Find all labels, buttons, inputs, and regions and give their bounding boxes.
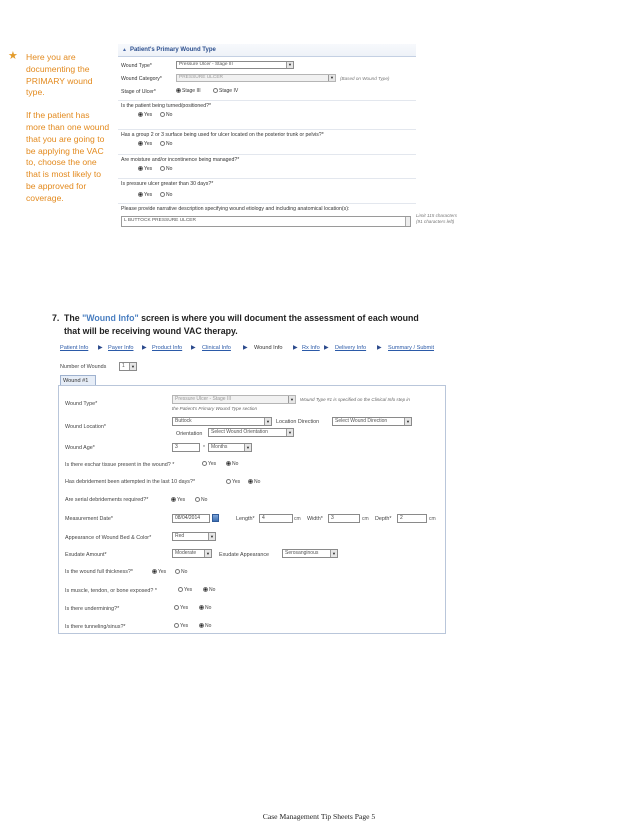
based-on-note: (Based on Wound Type) [340, 76, 390, 81]
arrow-right-icon: ▶ [98, 345, 103, 351]
side-note-paragraph-1: Here you are documenting the PRIMARY wound type. [26, 52, 93, 98]
characters-left-note: (91 characters left) [416, 219, 455, 224]
width-input[interactable]: 3 [328, 514, 360, 523]
chevron-down-icon: ▼ [286, 429, 293, 436]
wound-type-hint-line-2: the Patient's Primary Wound Type section [172, 406, 258, 411]
moisture-no-radio[interactable]: No [160, 166, 172, 172]
serial-question-label: Are serial debridements required?* [65, 497, 149, 503]
eschar-yes-radio[interactable]: Yes [202, 461, 216, 467]
wound-type-select[interactable]: Pressure Ulcer - Stage III ▼ [172, 395, 296, 404]
wound-bed-color-label: Appearance of Wound Bed & Color* [65, 535, 152, 541]
chevron-down-icon: ▼ [129, 363, 136, 370]
turned-yes-radio[interactable]: Yes [138, 112, 152, 118]
thirty-days-yes-radio[interactable]: Yes [138, 192, 152, 198]
number-of-wounds-label: Number of Wounds [60, 364, 107, 370]
wound-location-select[interactable]: Buttock ▼ [172, 417, 272, 426]
star-icon: ★ [8, 50, 18, 62]
chevron-down-icon: ▼ [208, 533, 215, 540]
exposed-yes-radio[interactable]: Yes [178, 587, 192, 593]
debridement-no-radio[interactable]: No [248, 479, 260, 485]
tunneling-no-radio[interactable]: No [199, 623, 211, 629]
full-thickness-yes-radio[interactable]: Yes [152, 569, 166, 575]
nav-product-info[interactable]: Product Info [152, 345, 183, 351]
required-marker: * [203, 445, 205, 451]
collapse-triangle-icon[interactable]: ▲ [122, 47, 127, 53]
width-unit: cm [362, 516, 369, 522]
arrow-right-icon: ▶ [377, 345, 382, 351]
wound-type-row [118, 61, 416, 71]
thirty-days-question-row [118, 178, 416, 200]
wound-age-unit-select[interactable]: Months ▼ [208, 443, 252, 452]
chevron-down-icon: ▼ [264, 418, 271, 425]
undermining-question-label: Is there undermining?* [65, 606, 120, 612]
chevron-down-icon: ▼ [328, 75, 335, 81]
tunneling-question-label: Is there tunneling/sinus?* [65, 624, 126, 630]
tunneling-yes-radio[interactable]: Yes [174, 623, 188, 629]
exposed-no-radio[interactable]: No [203, 587, 215, 593]
serial-no-radio[interactable]: No [195, 497, 207, 503]
wound-location-label: Wound Location* [65, 424, 106, 430]
depth-label: Depth* [375, 516, 392, 522]
surface-question-label: Has a group 2 or 3 surface being used for ulcer located on the posterior trunk or pelvis?* [121, 132, 324, 138]
nav-summary-submit[interactable]: Summary / Submit [388, 345, 435, 351]
step-number: 7. [52, 313, 60, 323]
side-note-paragraph-2: If the patient has more than one wound that you are going to be applying the VAC to, choose the one that is most likely to be approved for coverage. [26, 110, 110, 203]
narrative-row [118, 203, 458, 233]
debridement-yes-radio[interactable]: Yes [226, 479, 240, 485]
chevron-down-icon: ▼ [286, 62, 293, 68]
wound-1-fields [58, 340, 448, 640]
moisture-question-label: Are moisture and/or incontinence being managed?* [121, 157, 240, 163]
location-direction-select[interactable]: Select Wound Direction ▼ [332, 417, 412, 426]
turned-no-radio[interactable]: No [160, 112, 172, 118]
undermining-no-radio[interactable]: No [199, 605, 211, 611]
wound-type-label: Wound Type* [121, 63, 152, 69]
wound-age-label: Wound Age* [65, 445, 95, 451]
eschar-no-radio[interactable]: No [226, 461, 238, 467]
page-footer: Case Management Tip Sheets Page 5 [262, 812, 376, 821]
orientation-label: Orientation [176, 431, 203, 437]
stage-iii-radio[interactable]: Stage III [176, 88, 201, 94]
narrative-label: Please provide narrative description specifying wound etiology and including anatomical location(s): [121, 206, 350, 212]
chevron-down-icon: ▼ [204, 550, 211, 557]
wound-type-label: Wound Type* [65, 401, 98, 407]
wound-type-hint: Wound Type #1 is specified on the Clinical Info step in [300, 397, 410, 402]
nav-patient-info[interactable]: Patient Info [60, 345, 89, 351]
calendar-icon[interactable] [212, 514, 219, 522]
tab-wound-1[interactable]: Wound #1 [60, 375, 96, 386]
wound-bed-color-select[interactable]: Red ▼ [172, 532, 216, 541]
stage-iv-radio[interactable]: Stage IV [213, 88, 238, 94]
length-input[interactable]: 4 [259, 514, 293, 523]
moisture-question-row [118, 154, 416, 174]
exudate-amount-select[interactable]: Moderate ▼ [172, 549, 212, 558]
nav-clinical-info[interactable]: Clinical Info [202, 345, 231, 351]
chevron-down-icon: ▼ [244, 444, 251, 451]
chevron-down-icon: ▼ [288, 396, 295, 403]
surface-yes-radio[interactable]: Yes [138, 141, 152, 147]
wound-age-input[interactable]: 3 [172, 443, 200, 452]
exudate-amount-label: Exudate Amount* [65, 552, 107, 558]
wound-category-row [118, 74, 416, 84]
location-direction-label: Location Direction [276, 419, 320, 425]
eschar-question-label: Is there eschar tissue present in the wound? * [65, 462, 175, 468]
debridement-question-label: Has debridement been attempted in the last 10 days?* [65, 479, 196, 485]
measurement-date-label: Measurement Date* [65, 516, 113, 522]
wound-type-select[interactable]: Pressure Ulcer - Stage III ▼ [176, 61, 294, 69]
arrow-right-icon: ▶ [191, 345, 196, 351]
surface-no-radio[interactable]: No [160, 141, 172, 147]
wound-category-label: Wound Category* [121, 76, 162, 82]
primary-wound-type-form [118, 44, 458, 236]
thirty-days-question-label: Is pressure ulcer greater than 30 days?* [121, 181, 214, 187]
arrow-right-icon: ▶ [243, 345, 248, 351]
nav-payer-info[interactable]: Payer Info [108, 345, 134, 351]
narrative-textarea[interactable]: L BUTTOCK PRESSURE ULCER [121, 216, 411, 227]
scrollbar[interactable] [405, 217, 410, 226]
number-of-wounds-select[interactable]: 1 ▼ [119, 362, 137, 371]
wound-info-quoted: "Wound Info" [82, 313, 139, 323]
chevron-down-icon: ▼ [330, 550, 337, 557]
side-note [8, 52, 120, 205]
exudate-appearance-select[interactable]: Serosanginous ▼ [282, 549, 338, 558]
section-header: ▲ Patient's Primary Wound Type [118, 44, 416, 57]
stage-row [118, 88, 416, 97]
width-label: Width* [307, 516, 323, 522]
exudate-appearance-label: Exudate Appearance [219, 552, 270, 558]
turned-question-row [118, 100, 416, 120]
serial-yes-radio[interactable]: Yes [171, 497, 185, 503]
thirty-days-no-radio[interactable]: No [160, 192, 172, 198]
depth-input[interactable]: 2 [397, 514, 427, 523]
turned-question-label: Is the patient being turned/positioned?* [121, 103, 211, 109]
orientation-select[interactable]: Select Wound Orientation ▼ [208, 428, 294, 437]
moisture-yes-radio[interactable]: Yes [138, 166, 152, 172]
full-thickness-question-label: Is the wound full thickness?* [65, 569, 134, 575]
length-unit: cm [294, 516, 301, 522]
arrow-right-icon: ▶ [293, 345, 298, 351]
nav-rx-info[interactable]: Rx Info [302, 345, 320, 351]
full-thickness-no-radio[interactable]: No [175, 569, 187, 575]
nav-wound-info[interactable]: Wound Info [254, 345, 283, 351]
undermining-yes-radio[interactable]: Yes [174, 605, 188, 611]
arrow-right-icon: ▶ [142, 345, 147, 351]
arrow-right-icon: ▶ [324, 345, 329, 351]
nav-delivery-info[interactable]: Delivery Info [335, 345, 367, 351]
length-label: Length* [236, 516, 255, 522]
step-7-heading: 7. The "Wound Info" screen is where you will document the assessment of each wound that will be receiving wound VAC therapy. [52, 313, 419, 336]
limit-note: Limit 115 characters [416, 213, 458, 218]
stage-label: Stage of Ulcer* [121, 89, 156, 95]
exposed-question-label: Is muscle, tendon, or bone exposed? * [65, 588, 157, 594]
depth-unit: cm [429, 516, 436, 522]
measurement-date-input[interactable]: 08/04/2014 [172, 514, 210, 523]
chevron-down-icon: ▼ [404, 418, 411, 425]
wound-category-select[interactable]: PRESSURE ULCER ▼ [176, 74, 336, 82]
surface-question-row [118, 129, 416, 149]
